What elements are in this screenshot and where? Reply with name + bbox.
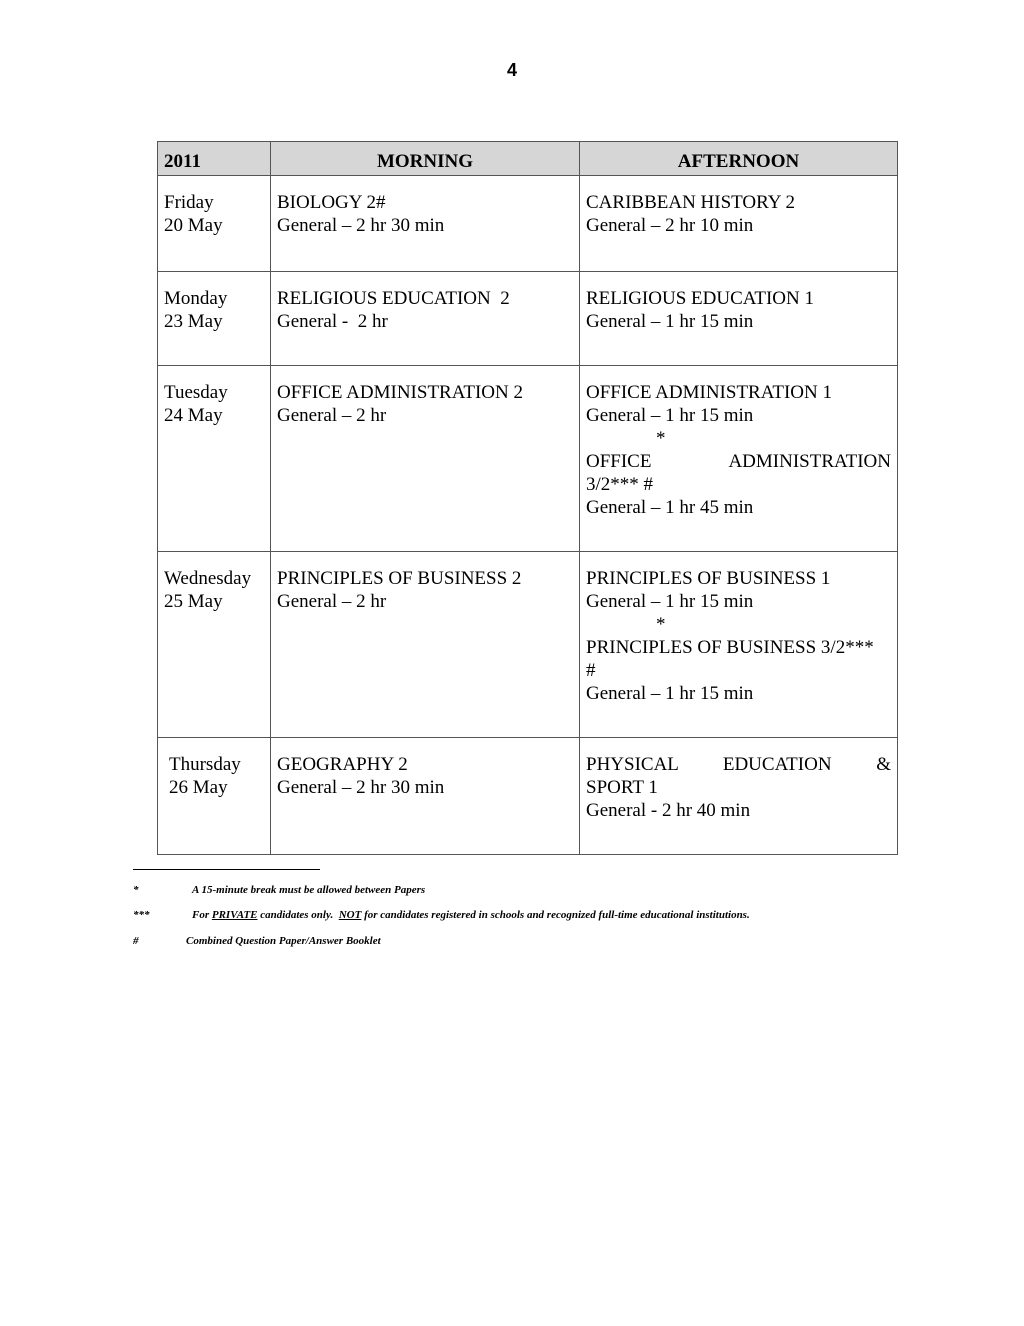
footnote-symbol: * — [133, 884, 139, 896]
footnote-text — [192, 909, 750, 921]
day-date: 26 May — [169, 777, 228, 798]
morning-cell — [271, 272, 580, 366]
paper-title: OFFICE ADMINISTRATION 2 — [277, 382, 523, 403]
paper-duration: General – 2 hr — [277, 591, 387, 612]
paper-duration: General – 1 hr 15 min — [586, 311, 754, 332]
day-cell — [158, 366, 271, 552]
afternoon-cell — [580, 176, 898, 272]
paper-title: BIOLOGY 2# — [277, 192, 386, 213]
paper-duration: General – 1 hr 45 min — [586, 497, 754, 518]
paper-code: # — [586, 660, 596, 681]
afternoon-header: AFTERNOON — [580, 142, 898, 176]
break-marker: * — [656, 614, 666, 635]
paper-title: OFFICE ADMINISTRATION 1 — [586, 382, 832, 403]
footnote-text: Combined Question Paper/Answer Booklet — [186, 935, 381, 947]
table-row — [158, 272, 898, 366]
day-cell — [158, 552, 271, 738]
paper-duration: General – 2 hr 10 min — [586, 215, 754, 236]
morning-cell — [271, 738, 580, 855]
day-cell — [158, 738, 271, 855]
paper-duration: General – 1 hr 15 min — [586, 683, 754, 704]
day-date: 25 May — [164, 591, 223, 612]
break-marker: * — [656, 428, 666, 449]
day-date: 20 May — [164, 215, 223, 236]
day-cell — [158, 272, 271, 366]
year-header: 2011 — [158, 142, 271, 176]
morning-cell — [271, 176, 580, 272]
paper-duration: General – 2 hr 30 min — [277, 215, 445, 236]
table-row — [158, 738, 898, 855]
paper-duration: General – 2 hr 30 min — [277, 777, 445, 798]
paper-title: RELIGIOUS EDUCATION 1 — [586, 288, 814, 309]
footnote-symbol: # — [133, 935, 139, 947]
paper-title: PRINCIPLES OF BUSINESS 3/2*** — [586, 637, 874, 658]
paper-title: RELIGIOUS EDUCATION 2 — [277, 288, 510, 309]
paper-duration: General - 2 hr 40 min — [586, 800, 751, 821]
day-name: Monday — [164, 288, 228, 309]
morning-header: MORNING — [271, 142, 580, 176]
morning-cell — [271, 366, 580, 552]
table-row — [158, 176, 898, 272]
footnote-emphasis: PRIVATE — [211, 909, 258, 921]
footnote-separator — [133, 869, 320, 870]
footnote-symbol: *** — [133, 909, 150, 921]
paper-code: 3/2*** # — [586, 474, 654, 495]
day-name: Thursday — [169, 754, 241, 775]
table-row — [158, 366, 898, 552]
paper-duration: General - 2 hr — [277, 311, 388, 332]
exam-timetable — [157, 141, 898, 855]
footnote-part: candidates only. — [257, 909, 339, 921]
paper-duration: General – 1 hr 15 min — [586, 591, 754, 612]
footnote-part: For — [192, 909, 212, 921]
day-name: Wednesday — [164, 568, 252, 589]
afternoon-cell — [580, 366, 898, 552]
afternoon-cell — [580, 272, 898, 366]
footnote-text: A 15-minute break must be allowed between Papers — [192, 884, 426, 896]
afternoon-cell — [580, 552, 898, 738]
paper-title: PRINCIPLES OF BUSINESS 2 — [277, 568, 522, 589]
paper-title: PHYSICAL EDUCATION & — [586, 754, 891, 775]
footnote-emphasis: NOT — [338, 909, 362, 921]
morning-cell — [271, 552, 580, 738]
day-name: Tuesday — [164, 382, 228, 403]
footnote-part: for candidates registered in schools and recognized full-time educational institutions. — [361, 909, 750, 921]
day-date: 23 May — [164, 311, 223, 332]
paper-title: CARIBBEAN HISTORY 2 — [586, 192, 796, 213]
paper-title-cont: SPORT 1 — [586, 777, 658, 798]
page-number: 4 — [506, 60, 517, 80]
table-row — [158, 552, 898, 738]
header-row — [158, 142, 898, 176]
paper-title: GEOGRAPHY 2 — [277, 754, 408, 775]
paper-title: OFFICE ADMINISTRATION — [586, 451, 891, 472]
paper-duration: General – 2 hr — [277, 405, 387, 426]
day-name: Friday — [164, 192, 214, 213]
day-date: 24 May — [164, 405, 223, 426]
afternoon-cell — [580, 738, 898, 855]
paper-duration: General – 1 hr 15 min — [586, 405, 754, 426]
day-cell — [158, 176, 271, 272]
paper-title: PRINCIPLES OF BUSINESS 1 — [586, 568, 831, 589]
